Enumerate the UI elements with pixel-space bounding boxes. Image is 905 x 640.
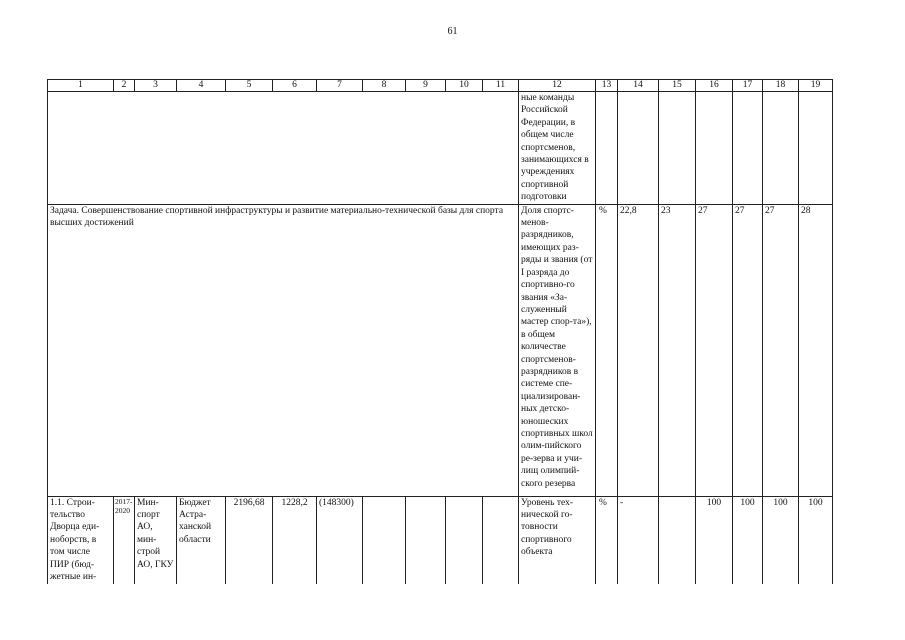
- header-cell: 2: [114, 80, 135, 92]
- measure-name-cell: 1.1. Строи-тельство Дворца еди-ноборств, в том числе ПИР (бюд-жетные ин-: [48, 496, 114, 583]
- table-cell: [733, 92, 763, 205]
- header-cell: 5: [226, 80, 273, 92]
- table-cell: [406, 496, 446, 583]
- unit-cell: %: [596, 204, 618, 496]
- table-cell: [596, 92, 618, 205]
- executor-cell: Мин-спорт АО, мин-строй АО, ГКУ: [135, 496, 177, 583]
- value-cell: [659, 496, 696, 583]
- header-cell: 12: [519, 80, 596, 92]
- table-cell: [659, 92, 696, 205]
- indicator-cell: ные команды Российской Федерации, в общем числе спортсменов, занимающихся в учреждениях спортивной подготовки: [519, 92, 596, 205]
- header-cell: 1: [48, 80, 114, 92]
- empty-merged-cell: [48, 92, 519, 205]
- table-row: [48, 92, 833, 205]
- header-cell: 16: [696, 80, 733, 92]
- value-cell: -: [618, 496, 659, 583]
- table-cell: [799, 92, 833, 205]
- header-cell: 9: [406, 80, 446, 92]
- value-cell: 100: [696, 496, 733, 583]
- table-cell: [696, 92, 733, 205]
- header-row: [48, 80, 833, 92]
- indicator-cell: Доля спортс-менов-разрядников, имеющих раз-ряды и звания (от I разряда до спортивно-го звания «За-служенный мастер спор-та»), в общем количестве спортсменов-разрядников в системе спе-циализирован-ных детско-юношеских спортивных школ олим-пийского ре-зерва и учи-лищ олимпий-ского резерва: [519, 204, 596, 496]
- table-row: [48, 496, 833, 583]
- program-table: [47, 79, 833, 584]
- document-table-container: [47, 79, 833, 584]
- header-cell: 3: [135, 80, 177, 92]
- indicator-cell: Уровень тех-нической го-товности спортивного объекта: [519, 496, 596, 583]
- value-cell: 27: [733, 204, 763, 496]
- header-cell: 14: [618, 80, 659, 92]
- value-cell: 2196,68: [226, 496, 273, 583]
- value-cell: (148300): [317, 496, 363, 583]
- table-row: [48, 204, 833, 496]
- header-cell: 7: [317, 80, 363, 92]
- header-cell: 17: [733, 80, 763, 92]
- header-cell: 4: [177, 80, 226, 92]
- table-cell: [363, 496, 406, 583]
- page-number: 61: [447, 26, 458, 37]
- value-cell: 28: [799, 204, 833, 496]
- header-cell: 10: [446, 80, 483, 92]
- table-cell: [446, 496, 483, 583]
- header-cell: 15: [659, 80, 696, 92]
- source-cell: Бюджет Астра-ханской области: [177, 496, 226, 583]
- header-cell: 18: [763, 80, 799, 92]
- value-cell: 22,8: [618, 204, 659, 496]
- value-cell: 100: [763, 496, 799, 583]
- table-cell: [618, 92, 659, 205]
- value-cell: 100: [733, 496, 763, 583]
- header-cell: 6: [273, 80, 317, 92]
- unit-cell: %: [596, 496, 618, 583]
- header-cell: 19: [799, 80, 833, 92]
- period-cell: 2017-2020: [114, 496, 135, 583]
- value-cell: 27: [696, 204, 733, 496]
- header-cell: 11: [483, 80, 519, 92]
- header-cell: 13: [596, 80, 618, 92]
- value-cell: 23: [659, 204, 696, 496]
- table-cell: [483, 496, 519, 583]
- table-cell: [763, 92, 799, 205]
- value-cell: 1228,2: [273, 496, 317, 583]
- task-cell: Задача. Совершенствование спортивной инфраструктуры и развитие материально-технической базы для спорта высших достижений: [48, 204, 519, 496]
- value-cell: 100: [799, 496, 833, 583]
- value-cell: 27: [763, 204, 799, 496]
- header-cell: 8: [363, 80, 406, 92]
